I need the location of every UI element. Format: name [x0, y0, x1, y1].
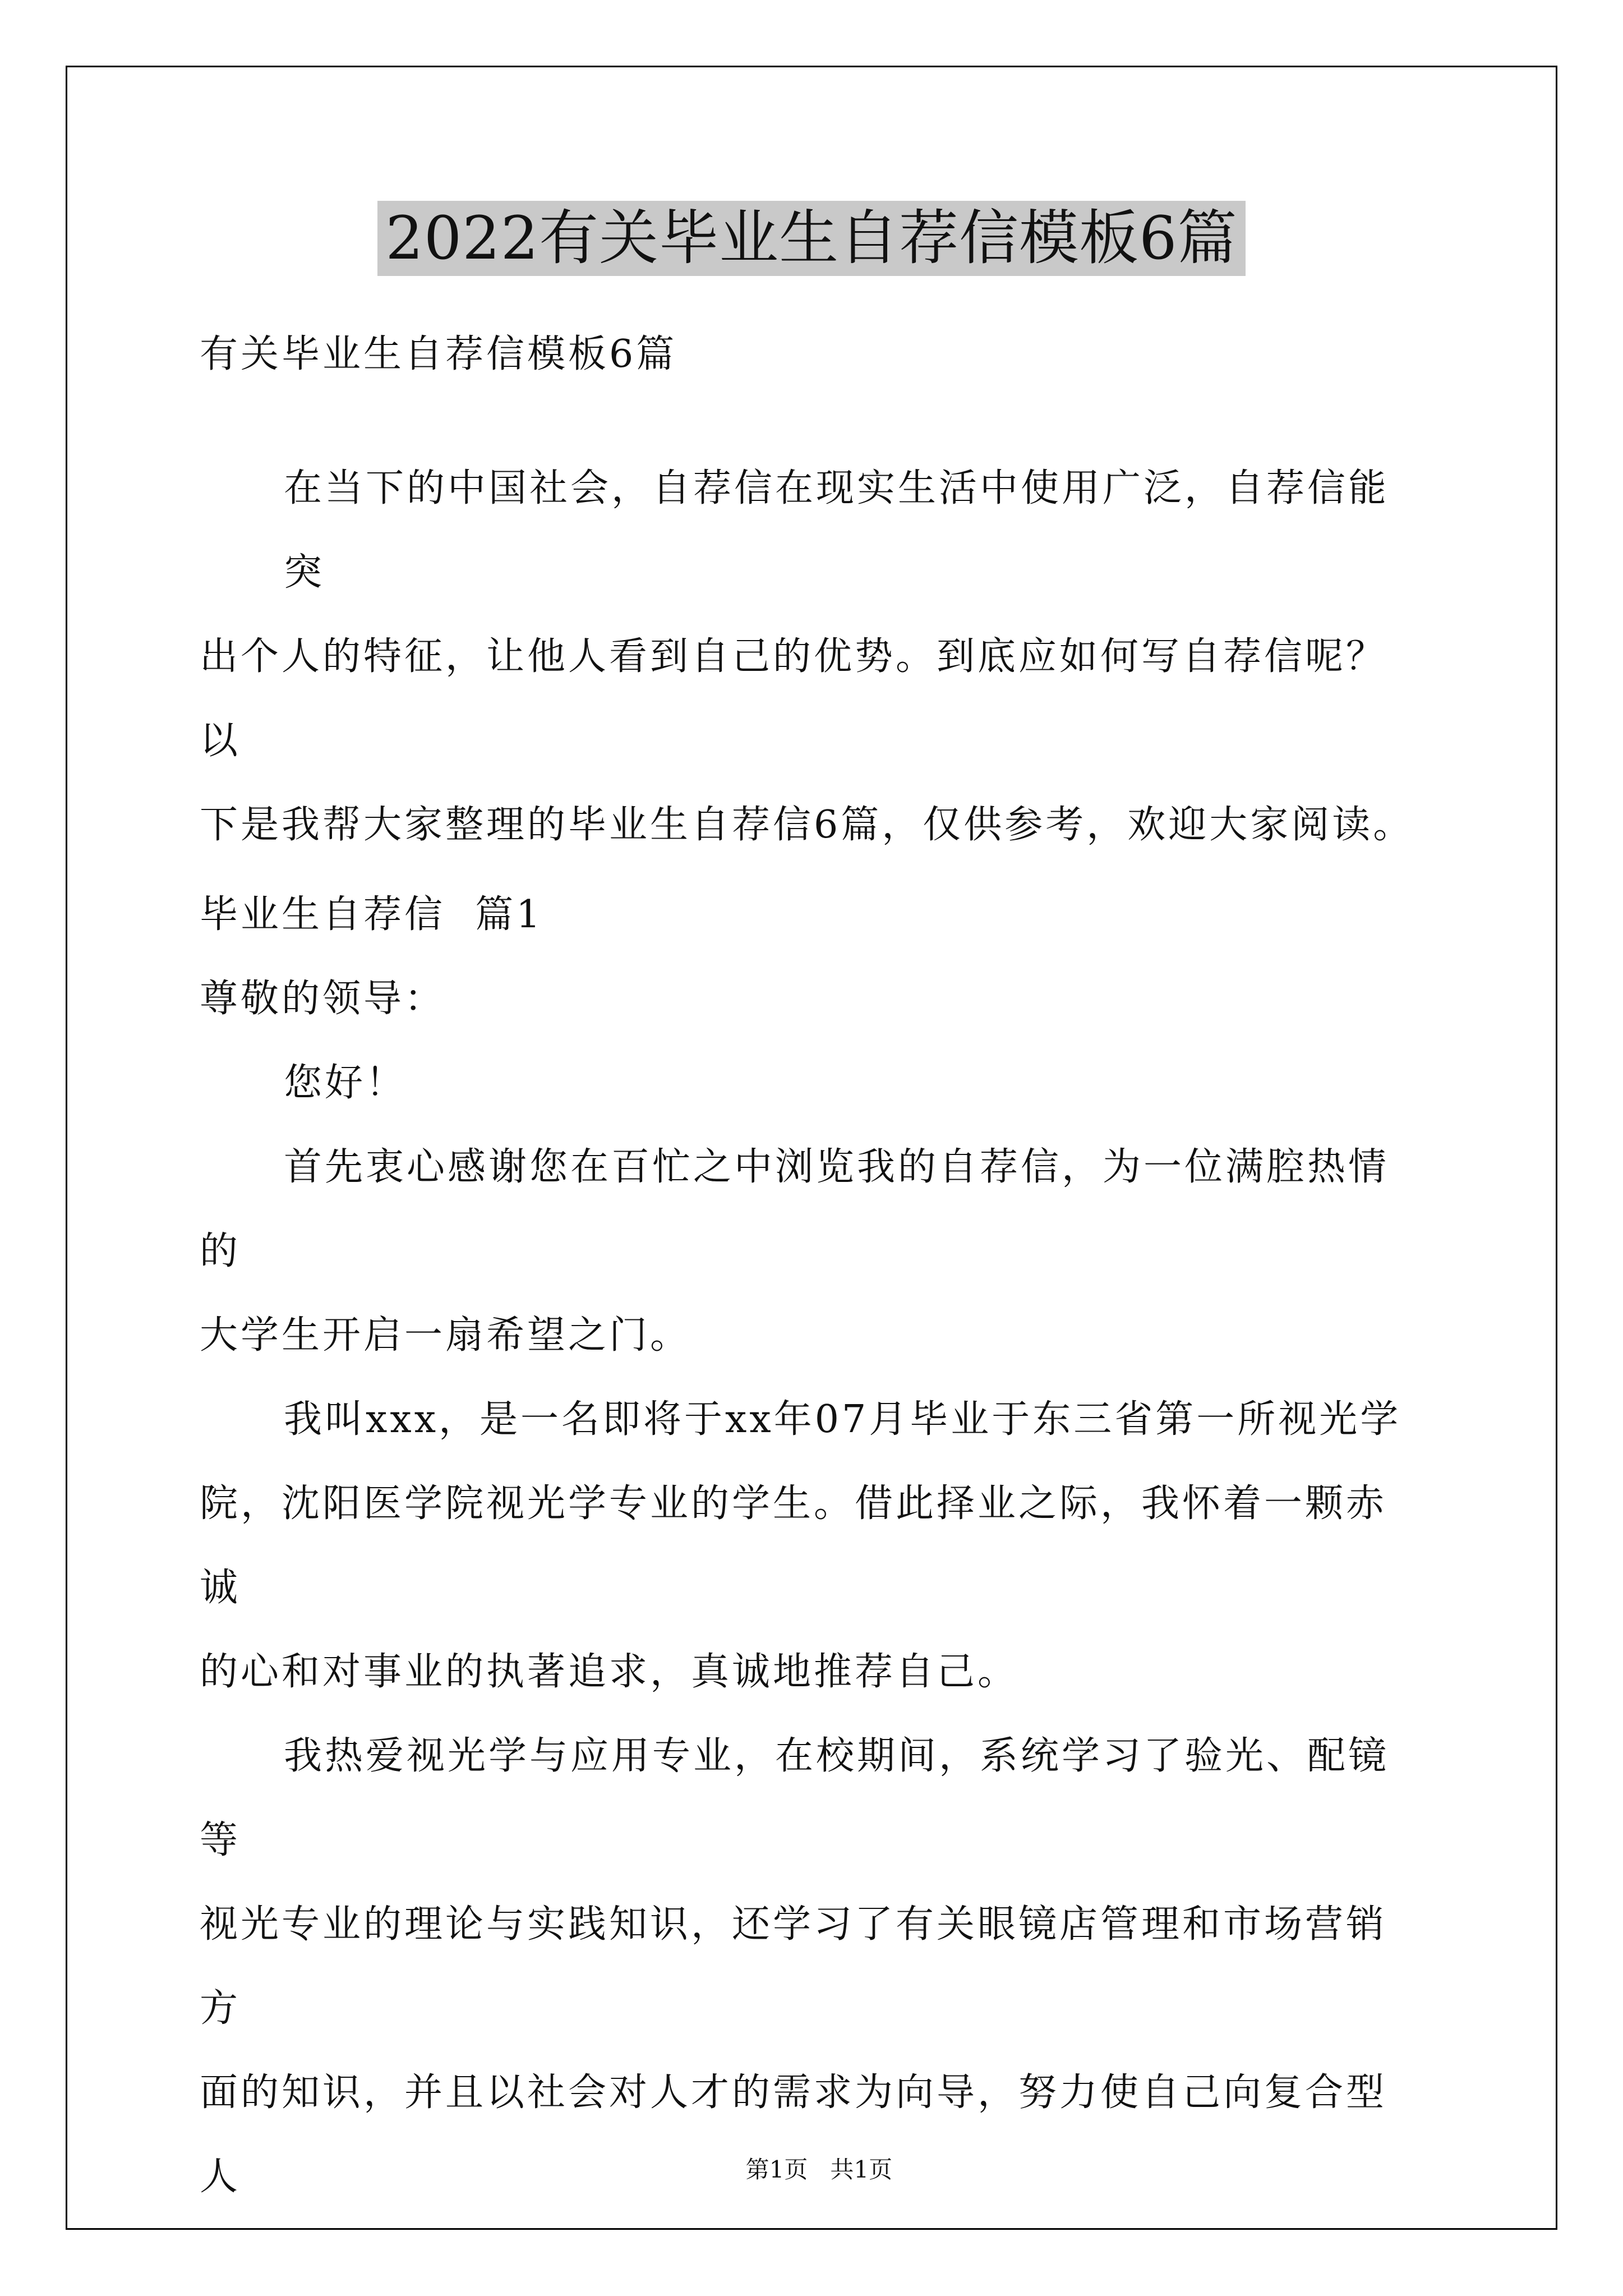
page-footer — [0, 2119, 1623, 2187]
paragraph-3-line-1: 我热爱视光学与应用专业，在校期间，系统学习了验光、配镜等 — [200, 1734, 1390, 1862]
salutation: 尊敬的领导： — [200, 977, 446, 1021]
paragraph-2-line-2: 院，沈阳医学院视光学专业的学生。借此择业之际，我怀着一颗赤诚 — [200, 1481, 1387, 1610]
paragraph-2-line-1: 我叫xxx，是一名即将于xx年07月毕业于东三省第一所视光学 — [284, 1397, 1401, 1442]
paragraph-2-line-3: 的心和对事业的执著追求，真诚地推荐自己。 — [200, 1650, 1019, 1694]
intro-line-3: 下是我帮大家整理的毕业生自荐信6篇，仅供参考，欢迎大家阅读。 — [200, 803, 1414, 847]
section-heading: 毕业生自荐信 篇1 — [200, 892, 543, 937]
document-subtitle: 有关毕业生自荐信模板6篇 — [200, 332, 677, 376]
paragraph-3-line-3: 面的知识，并且以社会对人才的需求为向导，努力使自己向复合型人 — [200, 2070, 1387, 2199]
title-container — [0, 201, 1623, 276]
page-number: 第1页 共1页 — [745, 2156, 893, 2183]
greeting: 您好！ — [284, 1061, 407, 1105]
intro-paragraph — [200, 447, 1427, 867]
paragraph-3-line-2: 视光专业的理论与实践知识，还学习了有关眼镜店管理和市场营销方 — [200, 1902, 1387, 2031]
paragraph-1-line-1: 首先衷心感谢您在百忙之中浏览我的自荐信，为一位满腔热情的 — [200, 1145, 1390, 1273]
intro-line-1: 在当下的中国社会，自荐信在现实生活中使用广泛，自荐信能突 — [284, 466, 1390, 595]
paragraph-1-line-2: 大学生开启一扇希望之门。 — [200, 1313, 691, 1358]
letter-body — [200, 873, 1427, 2219]
intro-line-2: 出个人的特征，让他人看到自己的优势。到底应如何写自荐信呢？以 — [200, 634, 1387, 763]
subtitle-block — [200, 312, 1427, 397]
document-title: 2022有关毕业生自荐信模板6篇 — [377, 201, 1245, 276]
